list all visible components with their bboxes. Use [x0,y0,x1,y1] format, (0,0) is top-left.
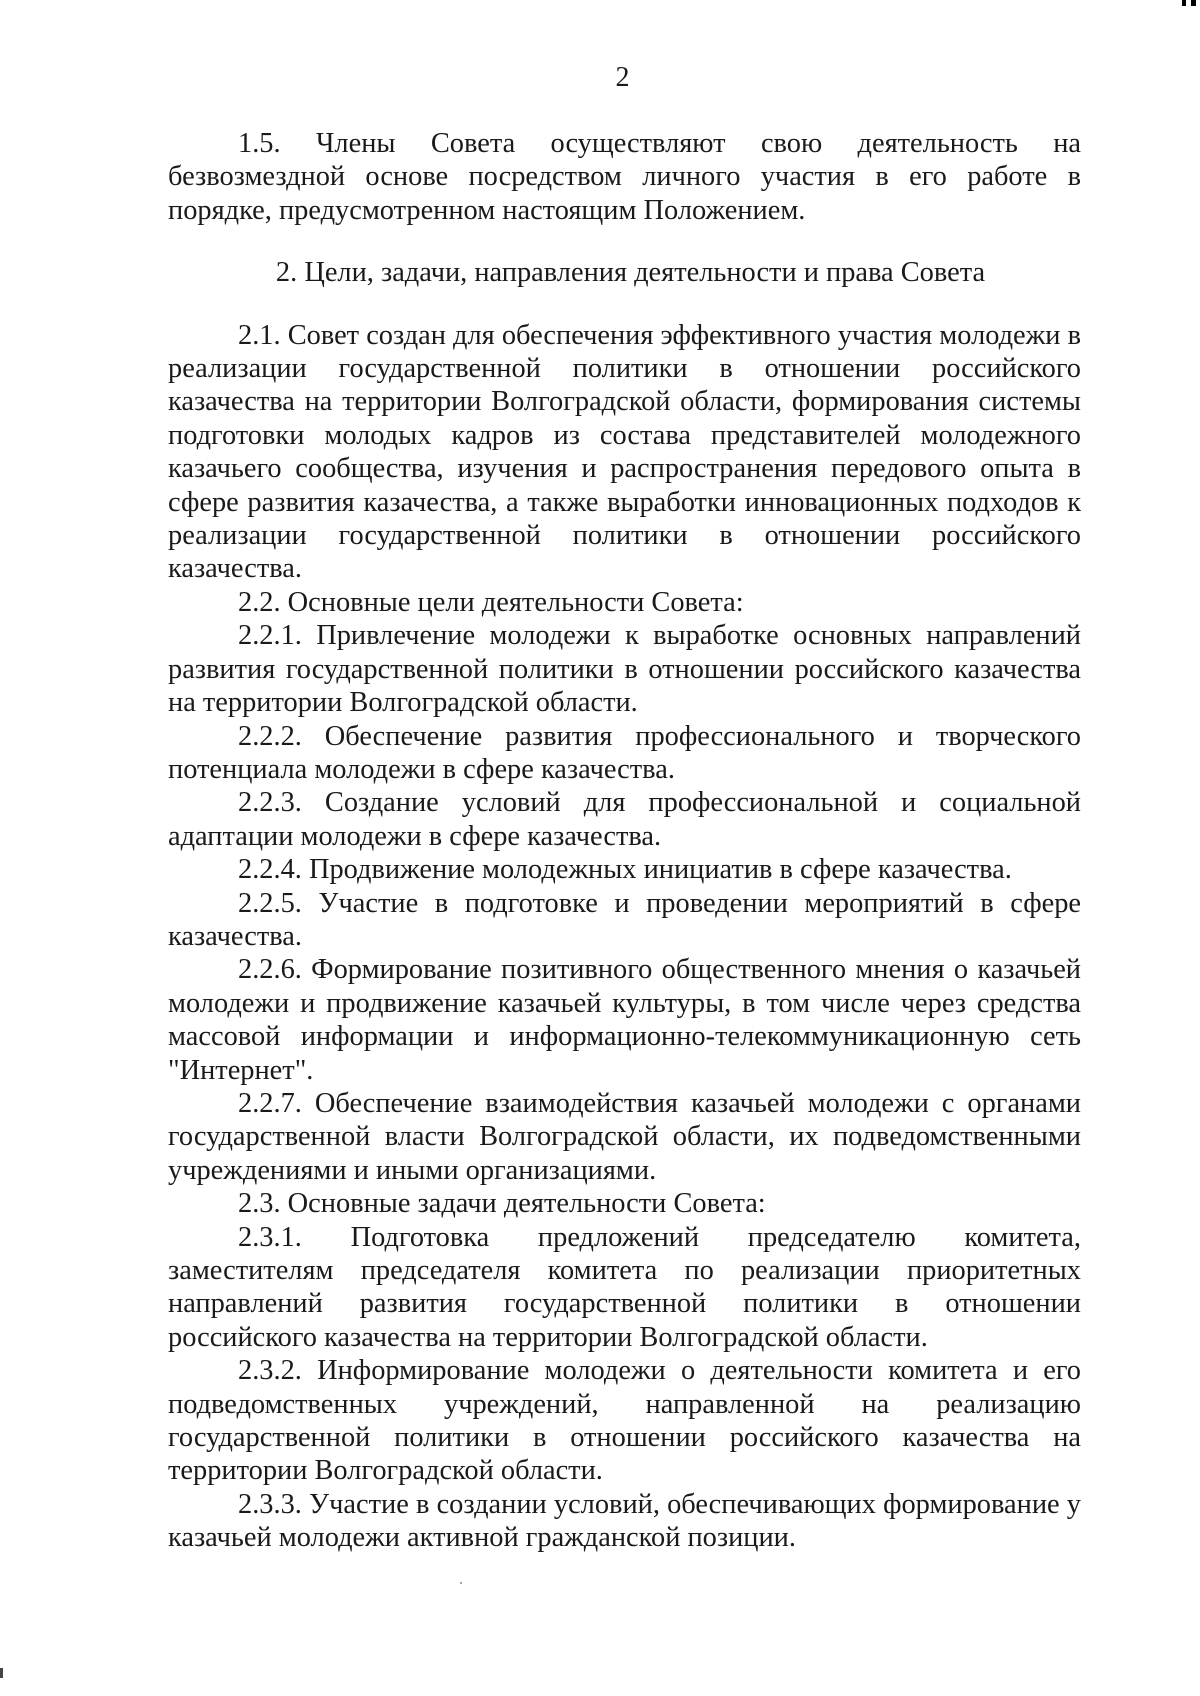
paragraph-2-2-4: 2.2.4. Продвижение молодежных инициатив в сфере казачества. [238,854,1012,886]
paragraph-2-2-2: 2.2.2. Обеспечение развития профессионального и творческого потенциала молодежи в сфере казачества. [168,720,1081,785]
paragraph-2-2-7: 2.2.7. Обеспечение взаимодействия казачьей молодежи с органами государственной власти Волгоградской области, их подведомственными учреждениями и иными организациями. [168,1087,1081,1186]
document-body [168,127,1081,1555]
paragraph-2-3-3: 2.3.3. Участие в создании условий, обеспечивающих формирование у казачьей молодежи активной гражданской позиции. [168,1488,1081,1554]
section-heading: 2. Цели, задачи, направления деятельности и права Совета [275,257,986,289]
paragraph-2-2-6: 2.2.6. Формирование позитивного общественного мнения о казачьей молодежи и продвижение казачьей культуры, в том числе через средства массовой информации и информационно-телекоммуникационную сеть "Интернет". [168,954,1081,1086]
scan-speck [460,1582,462,1584]
paragraph-2-2: 2.2. Основные цели деятельности Совета: [238,586,744,618]
paragraph-2-3: 2.3. Основные задачи деятельности Совета: [238,1188,766,1220]
scan-mark [1182,0,1186,6]
paragraph-2-3-2: 2.3.2. Информирование молодежи о деятельности комитета и его подведомственных учреждений, направленной на реализацию государственной политики в отношении российского казачества на территории Волгоградской области. [168,1355,1081,1487]
page-number: 2 [615,62,630,93]
paragraph-2-2-5: 2.2.5. Участие в подготовке и проведении мероприятий в сфере казачества. [168,887,1081,952]
scan-mark [1191,0,1196,6]
scan-mark [0,1668,3,1678]
paragraph-2-2-3: 2.2.3. Создание условий для профессиональной и социальной адаптации молодежи в сфере казачества. [168,787,1081,852]
paragraph-2-2-1: 2.2.1. Привлечение молодежи к выработке основных направлений развития государственной политики в отношении российского казачества на территории Волгоградской области. [168,620,1081,719]
paragraph-1-5: 1.5. Члены Совета осуществляют свою деятельность на безвозмездной основе посредством личного участия в его работе в порядке, предусмотренном настоящим Положением. [168,128,1081,226]
paragraph-2-3-1: 2.3.1. Подготовка предложений председателю комитета, заместителям председателя комитета по реализации приоритетных направлений развития государственной политики в отношении российского казачества на территории Волгоградской области. [168,1221,1081,1353]
paragraph-2-1: 2.1. Совет создан для обеспечения эффективного участия молодежи в реализации государственной политики в отношении российского казачества на территории Волгоградской области, формирования системы подготовки молодых кадров из состава представителей молодежного казачьего сообщества, изучения и распространения передового опыта в сфере развития казачества, а также выработки инновационных подходов к реализации государственной политики в отношении российского казачества. [168,319,1081,585]
